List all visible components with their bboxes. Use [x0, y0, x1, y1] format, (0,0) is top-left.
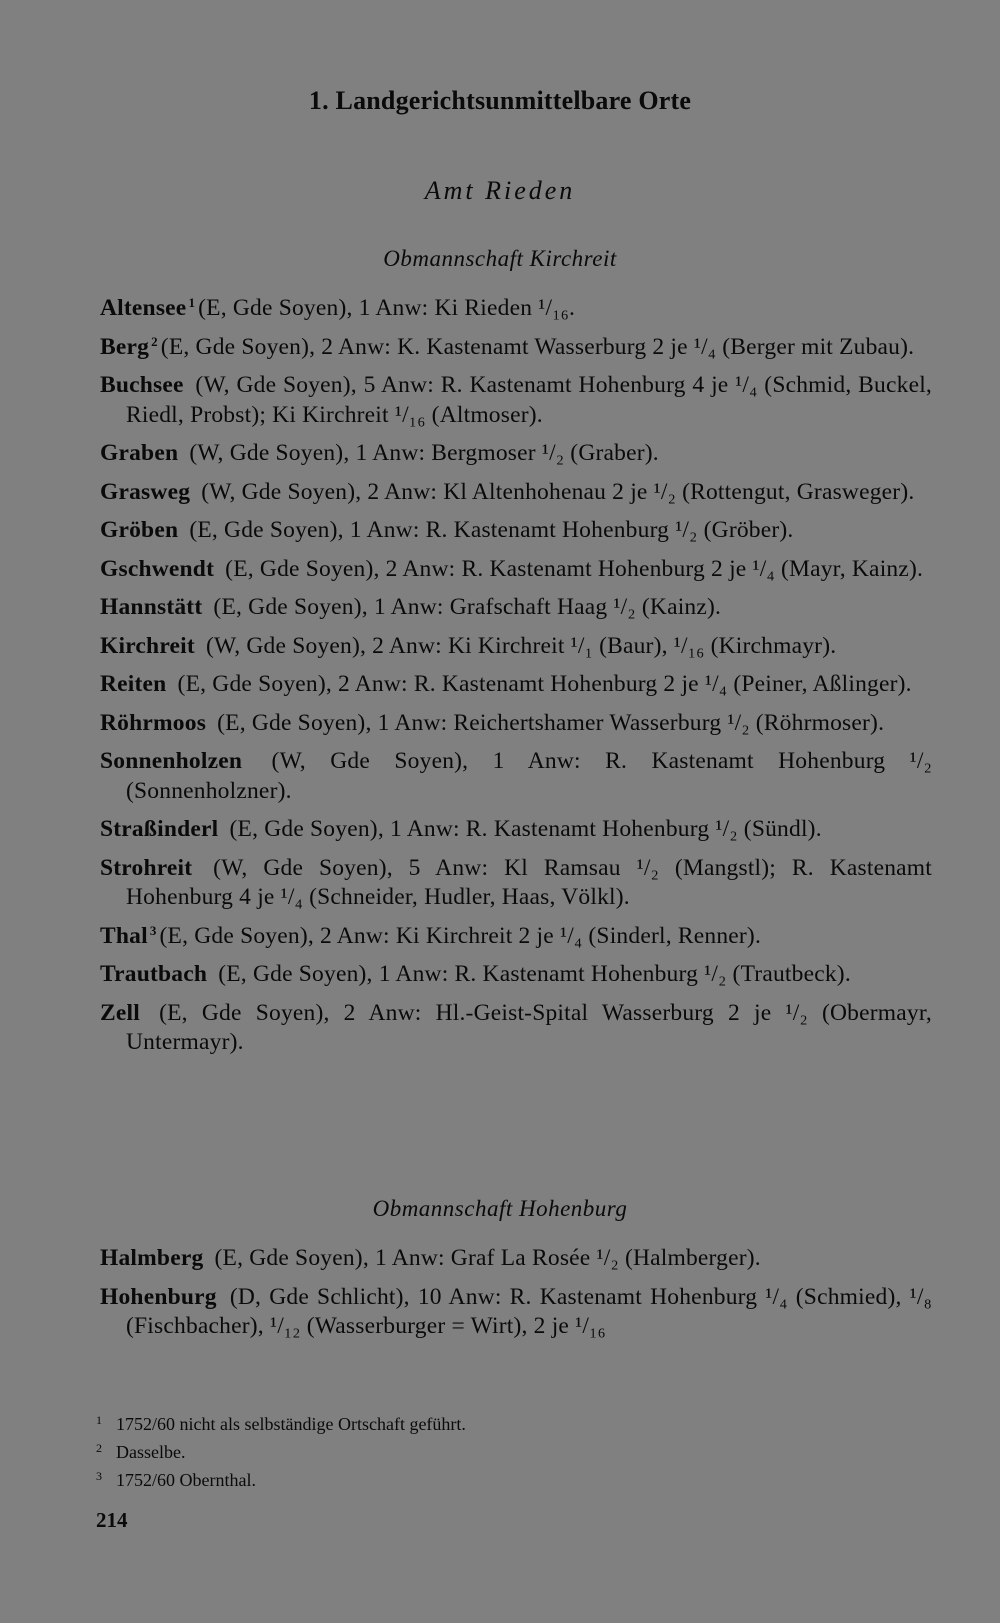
footnote-number: 1	[96, 1413, 102, 1427]
entry-name: Grasweg	[100, 478, 191, 505]
footnote-ref: 3	[149, 922, 157, 938]
entry-name: Berg	[100, 333, 150, 360]
entry-name: Reiten	[100, 671, 167, 697]
entry-text: (W, Gde Soyen), 1 Anw: R. Kastenamt Hohenburg ¹/₂ (Sonnenholzner).	[126, 748, 933, 804]
entry-text: (E, Gde Soyen), 1 Anw: R. Kastenamt Hohenburg ¹/₂ (Sündl).	[229, 816, 822, 842]
footnote-number: 3	[96, 1469, 102, 1483]
entry-name: Röhrmoos	[100, 709, 207, 736]
entry-text: (E, Gde Soyen), 2 Anw: R. Kastenamt Hohenburg 2 je ¹/₄ (Mayr, Kainz).	[225, 555, 924, 582]
entry-text: (W, Gde Soyen), 5 Anw: Kl Ramsau ¹/₂ (Mangstl); R. Kastenamt Hohenburg 4 je ¹/₄ (Schneider, Hudler, Haas, Völkl).	[126, 854, 932, 910]
entry-text: (E, Gde Soyen), 1 Anw: R. Kastenamt Hohenburg ¹/₂ (Trautbeck).	[218, 961, 851, 987]
entry	[100, 626, 932, 662]
entry-list-hohenburg	[100, 1238, 932, 1345]
footnote	[96, 1464, 796, 1492]
entry	[100, 703, 932, 739]
footnote-text: Dasselbe.	[116, 1442, 186, 1462]
entry	[100, 510, 932, 546]
entry	[100, 549, 932, 585]
entry-text: (E, Gde Soyen), 2 Anw: K. Kastenamt Wasserburg 2 je ¹/₄ (Berger mit Zubau).	[160, 333, 915, 360]
entry-text: (E, Gde Soyen), 1 Anw: Graf La Rosée ¹/₂ (Halmberger).	[214, 1245, 761, 1271]
entry	[100, 741, 932, 806]
footnote-ref: 1	[188, 295, 196, 310]
page-number: 214	[96, 1508, 128, 1532]
entry-text: (W, Gde Soyen), 5 Anw: R. Kastenamt Hohenburg 4 je ¹/₄ (Schmid, Buckel, Riedl, Probst); Ki Kirchreit ¹/₁₆ (Altmoser).	[126, 372, 932, 428]
footnote-text: 1752/60 nicht als selbständige Ortschaft geführt.	[116, 1414, 466, 1434]
entry	[100, 327, 932, 363]
amt-title: Amt Rieden	[424, 176, 576, 205]
entry-name: Hohenburg	[100, 1283, 217, 1310]
entry	[100, 1238, 932, 1274]
entry	[100, 288, 932, 324]
entry-name: Zell	[100, 999, 140, 1026]
entry-name: Gschwendt	[100, 555, 215, 582]
entry-name: Halmberg	[100, 1245, 204, 1271]
entry-name: Hannstätt	[100, 594, 203, 620]
footnote	[96, 1408, 796, 1436]
entry-name: Straßinderl	[100, 816, 219, 842]
entry	[100, 365, 932, 430]
entry	[100, 433, 932, 469]
entry-name: Strohreit	[100, 854, 193, 881]
footnotes	[96, 1408, 796, 1492]
entry-text: (E, Gde Soyen), 1 Anw: Ki Rieden ¹/₁₆.	[198, 295, 576, 321]
entry-name: Kirchreit	[100, 632, 195, 659]
entry-name: Sonnenholzen	[100, 748, 243, 774]
entry-name: Altensee	[100, 295, 187, 321]
entry-text: (E, Gde Soyen), 2 Anw: Ki Kirchreit 2 je ¹/₄ (Sinderl, Renner).	[159, 922, 762, 949]
entry	[100, 472, 932, 508]
footnote	[96, 1436, 796, 1464]
entry	[100, 1277, 932, 1342]
footnote-ref: 2	[151, 333, 158, 349]
entry	[100, 848, 932, 913]
section-heading-hohenburg: Obmannschaft Hohenburg	[372, 1196, 628, 1221]
entry	[100, 587, 932, 623]
entry	[100, 954, 932, 990]
entry-text: (D, Gde Schlicht), 10 Anw: R. Kastenamt Hohenburg ¹/₄ (Schmied), ¹/₈ (Fischbacher), ¹/₁₂ (Wasserburger = Wirt), 2 je ¹/₁₆	[126, 1283, 933, 1339]
entry	[100, 993, 932, 1058]
entry-name: Trautbach	[100, 961, 208, 987]
entry-text: (W, Gde Soyen), 2 Anw: Ki Kirchreit ¹/₁ (Baur), ¹/₁₆ (Kirchmayr).	[205, 632, 837, 659]
footnote-text: 1752/60 Obernthal.	[116, 1470, 256, 1490]
entry-text: (E, Gde Soyen), 2 Anw: R. Kastenamt Hohenburg 2 je ¹/₄ (Peiner, Aßlinger).	[177, 671, 912, 697]
entry-text: (W, Gde Soyen), 2 Anw: Kl Altenhohenau 2 je ¹/₂ (Rottengut, Grasweger).	[201, 478, 915, 505]
entry-name: Graben	[100, 440, 179, 466]
entry-text: (E, Gde Soyen), 1 Anw: Grafschaft Haag ¹/₂ (Kainz).	[213, 594, 722, 620]
entry-text: (E, Gde Soyen), 1 Anw: R. Kastenamt Hohenburg ¹/₂ (Gröber).	[189, 517, 794, 543]
entry-text: (W, Gde Soyen), 1 Anw: Bergmoser ¹/₂ (Graber).	[189, 440, 659, 466]
entry-name: Gröben	[100, 517, 179, 543]
entry	[100, 809, 932, 845]
entry-list-kirchreit	[100, 288, 932, 1061]
entry	[100, 664, 932, 700]
entry	[100, 916, 932, 952]
section-heading-kirchreit: Obmannschaft Kirchreit	[383, 246, 617, 271]
chapter-title: 1. Landgerichtsunmittelbare Orte	[308, 86, 692, 115]
entry-text: (E, Gde Soyen), 2 Anw: Hl.-Geist-Spital Wasserburg 2 je ¹/₂ (Obermayr, Untermayr).	[126, 999, 932, 1055]
footnote-number: 2	[96, 1441, 102, 1455]
entry-text: (E, Gde Soyen), 1 Anw: Reichertshamer Wasserburg ¹/₂ (Röhrmoser).	[217, 709, 885, 736]
entry-name: Buchsee	[100, 372, 184, 398]
entry-name: Thal	[100, 922, 148, 949]
